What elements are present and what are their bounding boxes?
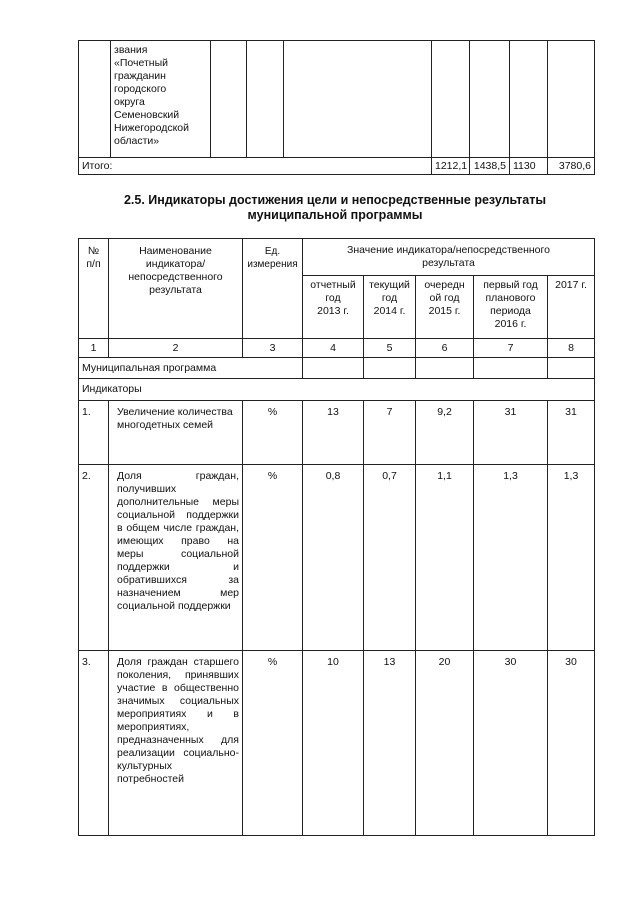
indicator-name: Увеличение количества многодетных семей [109, 401, 243, 465]
row-num: 3. [79, 651, 109, 836]
header-year: текущий год 2014 г. [364, 276, 416, 339]
indicator-value: 1,1 [416, 465, 474, 651]
column-number: 5 [364, 339, 416, 358]
column-number: 4 [303, 339, 364, 358]
total-row [79, 158, 595, 175]
indicator-unit: % [243, 465, 303, 651]
indicator-value: 1,3 [474, 465, 548, 651]
continuation-row [79, 41, 595, 158]
header-num: № п/п [79, 239, 109, 339]
indicator-unit: % [243, 651, 303, 836]
program-label: Муниципальная программа [79, 358, 303, 379]
column-number: 2 [109, 339, 243, 358]
indicator-value: 7 [364, 401, 416, 465]
column-number: 1 [79, 339, 109, 358]
section-title-line1: 2.5. Индикаторы достижения цели и непосредственные результаты [123, 193, 546, 207]
header-value-group: Значение индикатора/непосредственного результата [303, 239, 595, 276]
row-num: 1. [79, 401, 109, 465]
column-number: 8 [548, 339, 595, 358]
indicator-value: 31 [548, 401, 595, 465]
column-number: 7 [474, 339, 548, 358]
total-value: 3780,6 [548, 158, 595, 175]
column-number: 3 [243, 339, 303, 358]
column-number-row [79, 339, 595, 358]
row-num: 2. [79, 465, 109, 651]
indicator-value: 1,3 [548, 465, 595, 651]
header-year: очередн ой год 2015 г. [416, 276, 474, 339]
program-row [79, 358, 595, 379]
continuation-text: звания «Почетный гражданин городского округа Семеновский Нижегородской области» [111, 41, 211, 158]
column-number: 6 [416, 339, 474, 358]
total-label: Итого: [79, 158, 432, 175]
indicator-value: 20 [416, 651, 474, 836]
header-unit: Ед. измерения [243, 239, 303, 339]
section-title-line2: муниципальной программы [247, 208, 423, 222]
indicator-row [79, 465, 595, 651]
header-year: отчетный год 2013 г. [303, 276, 364, 339]
indicator-value: 10 [303, 651, 364, 836]
section-heading [80, 193, 590, 223]
header-year: 2017 г. [548, 276, 595, 339]
indicator-value: 30 [474, 651, 548, 836]
indicator-value: 9,2 [416, 401, 474, 465]
indicator-row [79, 651, 595, 836]
indicators-label: Индикаторы [79, 379, 595, 401]
total-value: 1212,1 [432, 158, 470, 175]
indicators-table [78, 238, 595, 836]
header-row-1 [79, 239, 595, 276]
indicator-name: Доля граждан старшего поколения, принявших участие в общественно значимых социальных мероприятиях и в мероприятиях, предназначенных для реализации социально-культурных потребностей [109, 651, 243, 836]
header-year: первый год планового периода 2016 г. [474, 276, 548, 339]
total-value: 1130 [510, 158, 548, 175]
indicators-row [79, 379, 595, 401]
header-name: Наименование индикатора/ непосредственного результата [109, 239, 243, 339]
indicator-value: 0,7 [364, 465, 416, 651]
indicator-value: 13 [364, 651, 416, 836]
indicator-unit: % [243, 401, 303, 465]
indicator-row [79, 401, 595, 465]
indicator-value: 31 [474, 401, 548, 465]
indicator-value: 30 [548, 651, 595, 836]
budget-table-continuation [78, 40, 595, 175]
indicator-name: Доля граждан, получивших дополнительные меры социальной поддержки в общем числе граждан, имеющих право на меры социальной поддержки и обратившихся за назначением мер социальной поддержки [109, 465, 243, 651]
total-value: 1438,5 [470, 158, 510, 175]
indicator-value: 13 [303, 401, 364, 465]
indicator-value: 0,8 [303, 465, 364, 651]
